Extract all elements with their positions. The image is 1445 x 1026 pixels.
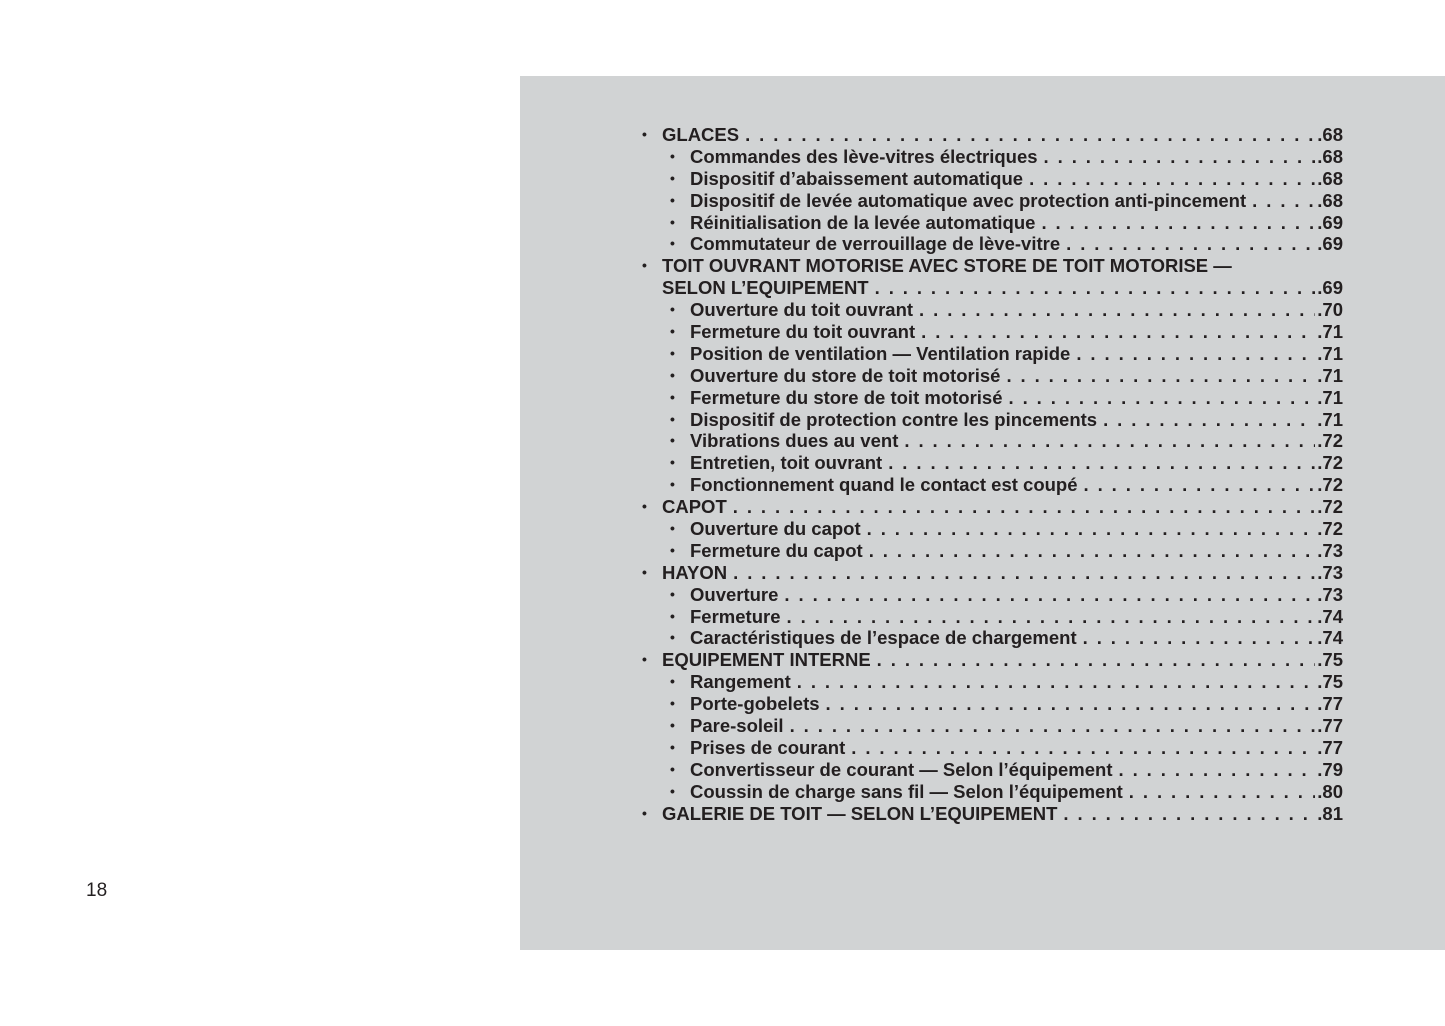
- dot-leader: [1009, 387, 1316, 409]
- dot-leader: [1252, 190, 1315, 212]
- toc-entry-line: [662, 803, 1343, 825]
- toc-entry-title: Vibrations dues au vent: [690, 430, 899, 452]
- bullet-icon: •: [642, 126, 647, 142]
- dot-leader: [1103, 409, 1315, 431]
- toc-page-ref: .69: [1317, 211, 1343, 233]
- toc-page-ref: .73: [1317, 561, 1343, 583]
- table-of-contents: [638, 124, 1343, 825]
- toc-page-ref: .73: [1317, 539, 1343, 561]
- toc-entry-title: Fermeture du capot: [690, 539, 863, 561]
- toc-entry-title: Dispositif d’abaissement automatique: [690, 167, 1024, 189]
- dot-leader: [875, 277, 1316, 299]
- toc-subentry[interactable]: [638, 474, 1343, 496]
- dot-leader: [784, 584, 1315, 606]
- dot-leader: [745, 124, 1315, 146]
- toc-subentry[interactable]: [638, 430, 1343, 452]
- toc-entry-title: SELON L’EQUIPEMENT: [662, 277, 869, 299]
- toc-page-ref: .72: [1317, 518, 1343, 540]
- bullet-icon: •: [642, 257, 647, 274]
- toc-page-ref: .72: [1317, 430, 1343, 452]
- bullet-icon: •: [670, 585, 675, 602]
- toc-entry-line: [690, 540, 1343, 562]
- dot-leader: [1044, 146, 1316, 168]
- bullet-icon: •: [670, 607, 675, 624]
- toc-entry-title: Convertisseur de courant — Selon l’équipement: [690, 758, 1113, 780]
- bullet-icon: •: [670, 541, 675, 558]
- toc-entry-title: Commandes des lève-vitres électriques: [690, 145, 1038, 167]
- toc-page-ref: .72: [1317, 496, 1343, 518]
- toc-entry-line: [690, 606, 1343, 628]
- toc-subentry[interactable]: [638, 606, 1343, 628]
- toc-entry-line: [690, 343, 1343, 365]
- toc-subentry[interactable]: [638, 212, 1343, 234]
- toc-entry-line: [690, 233, 1343, 255]
- toc-entry-line: [662, 124, 1343, 146]
- toc-page-ref: .71: [1317, 408, 1343, 430]
- toc-entry-title: Réinitialisation de la levée automatique: [690, 211, 1036, 233]
- dot-leader: [1063, 803, 1315, 825]
- dot-leader: [1076, 343, 1315, 365]
- dot-leader: [869, 540, 1316, 562]
- bullet-icon: •: [670, 301, 675, 318]
- bullet-icon: •: [670, 520, 675, 537]
- toc-subentry[interactable]: [638, 321, 1343, 343]
- toc-subentry[interactable]: [638, 671, 1343, 693]
- toc-entry[interactable]: [638, 124, 1343, 146]
- bullet-icon: •: [670, 169, 675, 186]
- toc-subentry[interactable]: [638, 715, 1343, 737]
- toc-entry-line: [690, 387, 1343, 409]
- dot-leader: [786, 606, 1315, 628]
- bullet-icon: •: [670, 695, 675, 712]
- page-number: 18: [86, 880, 108, 901]
- toc-page-ref: .79: [1317, 758, 1343, 780]
- toc-page-ref: .73: [1317, 583, 1343, 605]
- dot-leader: [1084, 474, 1316, 496]
- toc-page-ref: .77: [1317, 736, 1343, 758]
- toc-subentry[interactable]: [638, 387, 1343, 409]
- toc-entry-title: GLACES: [662, 124, 740, 145]
- dot-leader: [851, 737, 1315, 759]
- toc-subentry[interactable]: [638, 233, 1343, 255]
- toc-entry-title: Ouverture du toit ouvrant: [690, 299, 914, 321]
- bullet-icon: •: [670, 344, 675, 361]
- toc-page-ref: .68: [1317, 145, 1343, 167]
- toc-page-ref: .77: [1317, 693, 1343, 715]
- bullet-icon: •: [642, 563, 647, 580]
- toc-entry-line: [690, 781, 1343, 803]
- toc-entry-title: Coussin de charge sans fil — Selon l’équipement: [690, 780, 1123, 802]
- bullet-icon: •: [670, 235, 675, 252]
- toc-entry-title: Caractéristiques de l’espace de chargement: [690, 627, 1077, 649]
- bullet-icon: •: [670, 738, 675, 755]
- toc-page-ref: .68: [1317, 124, 1343, 145]
- toc-page-ref: .80: [1317, 780, 1343, 802]
- dot-leader: [1029, 168, 1315, 190]
- bullet-icon: •: [670, 323, 675, 340]
- toc-subentry[interactable]: [638, 299, 1343, 321]
- dot-leader: [790, 715, 1316, 737]
- toc-page-ref: .74: [1317, 627, 1343, 649]
- toc-page-ref: .68: [1317, 189, 1343, 211]
- toc-entry-title: CAPOT: [662, 496, 727, 518]
- toc-entry-title: Rangement: [690, 671, 791, 693]
- toc-page-ref: .81: [1317, 802, 1343, 824]
- toc-entry[interactable]: [638, 562, 1343, 584]
- dot-leader: [1083, 627, 1316, 649]
- toc-entry-title: Fermeture du store de toit motorisé: [690, 386, 1003, 408]
- toc-page-ref: .72: [1317, 452, 1343, 474]
- bullet-icon: •: [670, 388, 675, 405]
- bullet-icon: •: [670, 760, 675, 777]
- toc-page-ref: .75: [1317, 649, 1343, 671]
- toc-entry-title: Fonctionnement quand le contact est coupé: [690, 474, 1078, 496]
- toc-entry-title: Position de ventilation — Ventilation rapide: [690, 342, 1071, 364]
- bullet-icon: •: [670, 454, 675, 471]
- toc-page-ref: .71: [1317, 364, 1343, 386]
- toc-entry-line: [662, 277, 1343, 299]
- toc-page-ref: .69: [1317, 277, 1343, 299]
- toc-subentry[interactable]: [638, 781, 1343, 803]
- toc-subentry[interactable]: [638, 146, 1343, 168]
- toc-entry-line: [690, 212, 1343, 234]
- toc-entry-line: [662, 562, 1343, 584]
- toc-subentry[interactable]: [638, 343, 1343, 365]
- toc-entry-line: [690, 715, 1343, 737]
- toc-page-ref: .71: [1317, 321, 1343, 343]
- toc-subentry[interactable]: [638, 409, 1343, 431]
- toc-entry[interactable]: [638, 277, 1343, 299]
- toc-entry-line: [662, 255, 1343, 277]
- bullet-icon: •: [670, 147, 675, 164]
- dot-leader: [733, 562, 1315, 584]
- toc-entry-title: Fermeture: [690, 605, 781, 627]
- bullet-icon: •: [670, 366, 675, 383]
- bullet-icon: •: [670, 410, 675, 427]
- toc-entry-line: [690, 452, 1343, 474]
- bullet-icon: •: [670, 717, 675, 734]
- toc-entry-line: [690, 168, 1343, 190]
- toc-entry-title: Dispositif de levée automatique avec protection anti-pincement: [690, 189, 1247, 211]
- toc-entry-line: [690, 737, 1343, 759]
- dot-leader: [1041, 212, 1315, 234]
- toc-entry-title: Dispositif de protection contre les pincements: [690, 408, 1098, 430]
- toc-entry-line: [690, 365, 1343, 387]
- toc-entry-title: GALERIE DE TOIT — SELON L’EQUIPEMENT: [662, 802, 1058, 824]
- bullet-icon: •: [642, 804, 647, 821]
- toc-entry[interactable]: [638, 496, 1343, 518]
- toc-subentry[interactable]: [638, 540, 1343, 562]
- toc-subentry[interactable]: [638, 365, 1343, 387]
- toc-entry-line: [662, 649, 1343, 671]
- toc-entry-title: EQUIPEMENT INTERNE: [662, 649, 871, 671]
- dot-leader: [1066, 233, 1315, 255]
- toc-entry-title: Ouverture: [690, 583, 779, 605]
- bullet-icon: •: [670, 432, 675, 449]
- toc-subentry[interactable]: [638, 737, 1343, 759]
- toc-entry-title: Fermeture du toit ouvrant: [690, 321, 916, 343]
- toc-entry-title: Pare-soleil: [690, 715, 784, 737]
- toc-entry-line: [690, 693, 1343, 715]
- dot-leader: [867, 518, 1316, 540]
- toc-entry[interactable]: [638, 255, 1343, 277]
- dot-leader: [1006, 365, 1315, 387]
- toc-entry-line: [690, 409, 1343, 431]
- toc-subentry[interactable]: [638, 518, 1343, 540]
- toc-entry-title: Entretien, toit ouvrant: [690, 452, 883, 474]
- toc-page-ref: .71: [1317, 386, 1343, 408]
- bullet-icon: •: [670, 476, 675, 493]
- dot-leader: [1129, 781, 1315, 803]
- toc-entry-line: [690, 190, 1343, 212]
- toc-entry-title: Prises de courant: [690, 736, 846, 758]
- toc-subentry[interactable]: [638, 168, 1343, 190]
- toc-entry-line: [690, 430, 1343, 452]
- toc-page-ref: .68: [1317, 167, 1343, 189]
- dot-leader: [921, 321, 1315, 343]
- dot-leader: [877, 649, 1316, 671]
- toc-entry-title: Ouverture du store de toit motorisé: [690, 364, 1001, 386]
- toc-page-ref: .70: [1317, 299, 1343, 321]
- bullet-icon: •: [670, 673, 675, 690]
- bullet-icon: •: [642, 498, 647, 515]
- dot-leader: [919, 299, 1315, 321]
- toc-page-ref: .69: [1317, 233, 1343, 255]
- table-of-contents-panel: [520, 76, 1445, 950]
- toc-entry-line: [690, 299, 1343, 321]
- toc-entry-title: Porte-gobelets: [690, 693, 820, 715]
- bullet-icon: •: [670, 213, 675, 230]
- toc-subentry[interactable]: [638, 452, 1343, 474]
- toc-page-ref: .75: [1317, 671, 1343, 693]
- toc-subentry[interactable]: [638, 584, 1343, 606]
- dot-leader: [797, 671, 1316, 693]
- toc-entry-line: [690, 759, 1343, 781]
- bullet-icon: •: [670, 782, 675, 799]
- bullet-icon: •: [670, 191, 675, 208]
- toc-entry-line: [690, 584, 1343, 606]
- toc-entry-line: [690, 321, 1343, 343]
- toc-page-ref: .74: [1317, 605, 1343, 627]
- toc-entry-line: [690, 146, 1343, 168]
- toc-entry-line: [690, 474, 1343, 496]
- toc-entry-title: TOIT OUVRANT MOTORISE AVEC STORE DE TOIT MOTORISE —: [662, 255, 1232, 277]
- bullet-icon: •: [670, 629, 675, 646]
- toc-subentry[interactable]: [638, 759, 1343, 781]
- toc-page-ref: .72: [1317, 474, 1343, 496]
- toc-page-ref: .71: [1317, 342, 1343, 364]
- toc-entry[interactable]: [638, 803, 1343, 825]
- toc-subentry[interactable]: [638, 627, 1343, 649]
- bullet-icon: •: [642, 651, 647, 668]
- dot-leader: [733, 496, 1316, 518]
- dot-leader: [1119, 759, 1316, 781]
- toc-entry-line: [690, 518, 1343, 540]
- toc-entry[interactable]: [638, 649, 1343, 671]
- toc-entry-line: [662, 496, 1343, 518]
- toc-entry-title: Ouverture du capot: [690, 518, 861, 540]
- dot-leader: [826, 693, 1316, 715]
- toc-entry-line: [690, 671, 1343, 693]
- toc-subentry[interactable]: [638, 190, 1343, 212]
- dot-leader: [888, 452, 1315, 474]
- toc-entry-title: Commutateur de verrouillage de lève-vitre: [690, 233, 1061, 255]
- toc-subentry[interactable]: [638, 693, 1343, 715]
- toc-entry-title: HAYON: [662, 561, 728, 583]
- dot-leader: [904, 430, 1315, 452]
- toc-page-ref: .77: [1317, 715, 1343, 737]
- toc-entry-line: [690, 627, 1343, 649]
